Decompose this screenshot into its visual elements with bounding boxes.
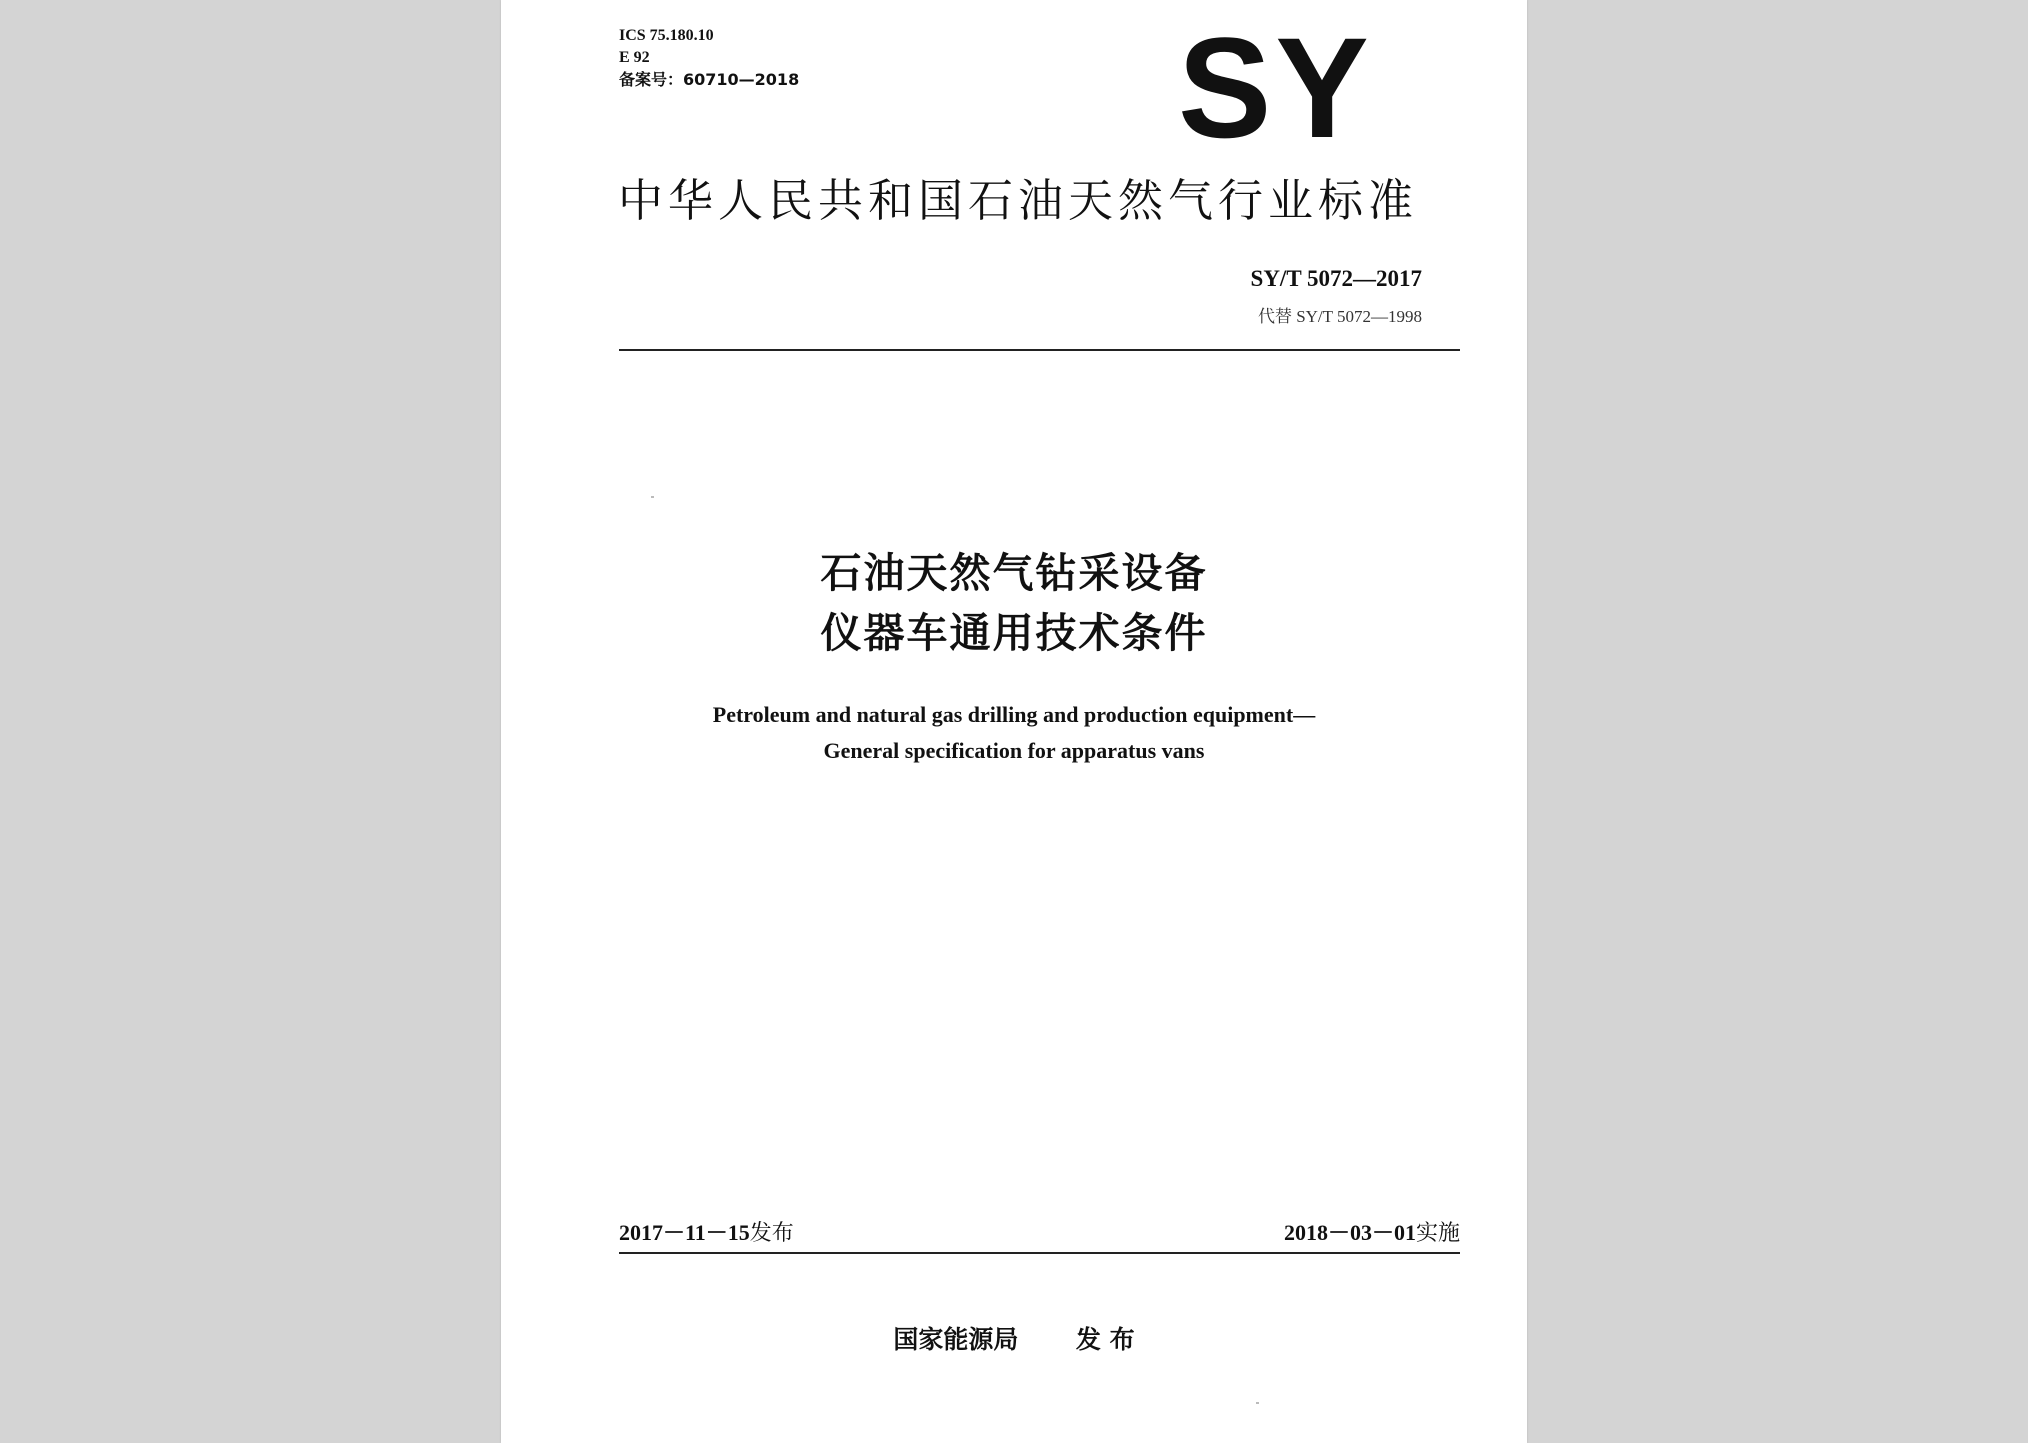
scan-speck: [1256, 1402, 1259, 1404]
issue-date-value: 2017－11－15: [619, 1220, 750, 1245]
document-page: [501, 0, 1527, 1443]
standard-number: SY/T 5072—2017: [1250, 266, 1422, 291]
title-en-line-2: General specification for apparatus vans: [823, 738, 1205, 763]
classification-code: E 92: [619, 49, 650, 66]
issuer: [501, 1320, 1527, 1356]
implementation-date-value: 2018－03－01: [1283, 1220, 1416, 1245]
issuer-action: 发 布: [1075, 1325, 1135, 1354]
date-divider: [619, 1252, 1460, 1254]
title-cn-line-2: 仪器车通用技术条件: [820, 609, 1208, 657]
issue-date-label: 发布: [749, 1221, 794, 1246]
ics-code: ICS 75.180.10: [619, 27, 714, 44]
title-cn-line-1: 石油天然气钻采设备: [820, 549, 1208, 597]
issue-date: [619, 1216, 794, 1247]
implementation-date: [1284, 1216, 1460, 1247]
sy-logo: SY: [1178, 7, 1373, 168]
industry-standard-title: 中华人民共和国石油天然气行业标准: [618, 174, 1419, 227]
replaces-standard: 代替 SY/T 5072—1998: [1257, 307, 1422, 326]
issuer-name: 国家能源局: [893, 1325, 1019, 1354]
header-divider: [619, 349, 1460, 351]
implementation-date-label: 实施: [1415, 1221, 1460, 1246]
filing-number: 备案号：60710—2018: [619, 70, 800, 89]
title-en-line-1: Petroleum and natural gas drilling and production equipment—: [712, 702, 1316, 727]
scan-speck: [651, 496, 654, 498]
